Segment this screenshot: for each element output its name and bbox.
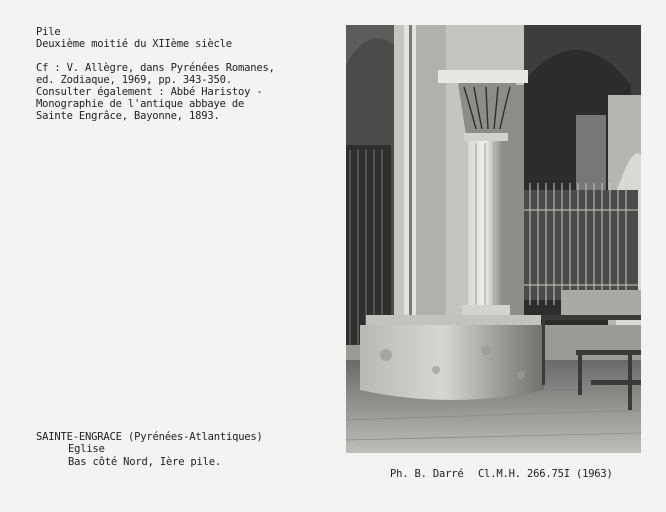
reference-line-2: ed. Zodiaque, 1969, pp. 343-350. <box>36 74 232 86</box>
object-label: Pile <box>36 26 61 38</box>
location-building: Eglise <box>68 443 105 455</box>
archive-reference: Cl.M.H. 266.75I (1963) <box>478 468 613 480</box>
location-place: SAINTE-ENGRACE <box>36 431 122 443</box>
church-pillar-photograph <box>346 25 641 453</box>
reference-line-1: Cf : V. Allègre, dans Pyrénées Romanes, <box>36 62 275 74</box>
reference-line-3: Consulter également : Abbé Haristoy - <box>36 86 263 98</box>
photographer-credit: Ph. B. Darré <box>390 468 464 480</box>
reference-line-5: Sainte Engrâce, Bayonne, 1893. <box>36 110 220 122</box>
location-department: (Pyrénées-Atlantiques) <box>128 431 263 443</box>
date-label: Deuxième moitié du XIIème siècle <box>36 38 232 50</box>
reference-line-4: Monographie de l'antique abbaye de <box>36 98 245 110</box>
location-detail: Bas côté Nord, Ière pile. <box>68 456 222 468</box>
